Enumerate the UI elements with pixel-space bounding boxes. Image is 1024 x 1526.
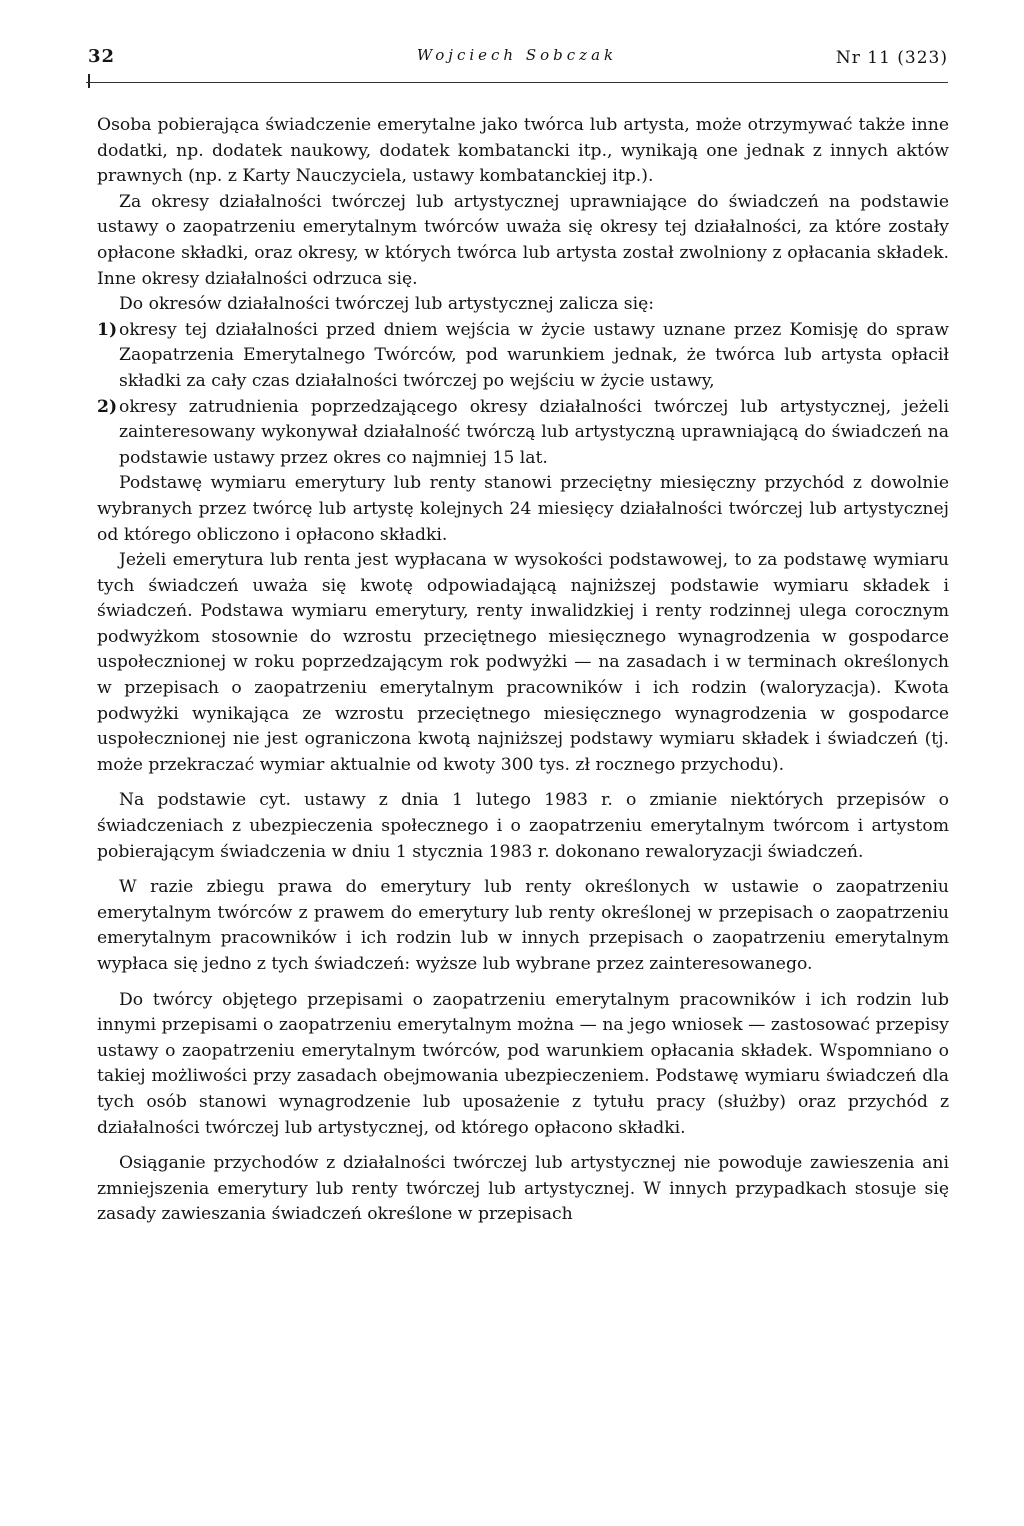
paragraph-4: Podstawę wymiaru emerytury lub renty stanowi przeciętny miesięczny przychód z dowolnie wybranych przez twórcę lub artystę kolejnych 24 miesięcy działalności twórczej lub artystycznej od którego obliczono i opłacono składki.	[97, 473, 949, 545]
list-item-number: 1)	[97, 319, 118, 340]
list-item-2	[97, 395, 949, 472]
list-item-text: okresy zatrudnienia poprzedzającego okresy działalności twórczej lub artystycznej, jeżeli zainteresowany wykonywał działalność twórczą lub artystyczną uprawniającą do świadczeń na podstawie ustawy przez okres co najmniej 15 lat.	[119, 396, 949, 468]
paragraph-7: W razie zbiegu prawa do emerytury lub renty określonych w ustawie o zaopatrzeniu emerytalnym twórców z prawem do emerytury lub renty określonej w przepisach o zaopatrzeniu emerytalnym pracowników i ich rodzin lub w innych przepisach o zaopatrzeniu emerytalnym wypłaca się jedno z tych świadczeń: wyższe lub wybrane przez zainteresowanego.	[97, 877, 949, 974]
paragraph-5: Jeżeli emerytura lub renta jest wypłacana w wysokości podstawowej, to za podstawę wymiaru tych świadczeń uważa się kwotę odpowiadającą najniższej podstawie wymiaru składek i świadczeń. Podstawa wymiaru emerytury, renty inwalidzkiej i renty rodzinnej ulega corocznym podwyżkom stosownie do wzrostu przeciętnego miesięcznego wynagrodzenia w gospodarce uspołecznionej w roku poprzedzającym rok podwyżki — na zasadach i w terminach określonych w przepisach o zaopatrzeniu emerytalnym pracowników i ich rodzin (waloryzacja). Kwota podwyżki wynikająca ze wzrostu przeciętnego miesięcznego wynagrodzenia w gospodarce uspołecznionej nie jest ograniczona kwotą najniższej podstawy wymiaru składek i świadczeń (tj. może przekraczać wymiar aktualnie od kwoty 300 tys. zł rocznego przychodu).	[97, 550, 949, 775]
issue-number: Nr 11 (323)	[835, 48, 948, 68]
list-item-text: okresy tej działalności przed dniem wejścia w życie ustawy uznane przez Komisję do spraw Zaopatrzenia Emerytalnego Twórców, pod warunkiem jednak, że twórca lub artysta opłacił składki za cały czas działalności twórczej po wejściu w życie ustawy,	[119, 319, 949, 391]
body-text	[97, 113, 949, 1228]
running-title: Wojciech Sobczak	[416, 46, 618, 64]
list-item-number: 2)	[97, 396, 118, 417]
header-rule-tick	[88, 74, 90, 88]
paragraph-3: Do okresów działalności twórczej lub artystycznej zalicza się:	[119, 294, 655, 315]
header-rule	[86, 82, 948, 83]
page-number: 32	[88, 46, 116, 67]
paragraph-9: Osiąganie przychodów z działalności twórczej lub artystycznej nie powoduje zawieszenia ani zmniejszenia emerytury lub renty twórczej lub artystycznej. W innych przypadkach stosuje się zasady zawieszania świadczeń określone w przepisach	[97, 1153, 949, 1225]
page-header	[86, 44, 948, 88]
paragraph-1: Osoba pobierająca świadczenie emerytalne jako twórca lub artysta, może otrzymywać także inne dodatki, np. dodatek naukowy, dodatek kombatancki itp., wynikają one jednak z innych aktów prawnych (np. z Karty Nauczyciela, ustawy kombatanckiej itp.).	[97, 115, 949, 187]
paragraph-2: Za okresy działalności twórczej lub artystycznej uprawniające do świadczeń na podstawie ustawy o zaopatrzeniu emerytalnym twórców uważa się okresy tej działalności, za które zostały opłacone składki, oraz okresy, w których twórca lub artysta został zwolniony z opłacania składek. Inne okresy działalności odrzuca się.	[97, 191, 949, 289]
list-item-1	[97, 318, 949, 395]
paragraph-8: Do twórcy objętego przepisami o zaopatrzeniu emerytalnym pracowników i ich rodzin lub innymi przepisami o zaopatrzeniu emerytalnym można — na jego wniosek — zastosować przepisy ustawy o zaopatrzeniu emerytalnym twórców, pod warunkiem opłacania składek. Wspomniano o takiej możliwości przy zasadach obejmowania ubezpieczeniem. Podstawę wymiaru świadczeń dla tych osób stanowi wynagrodzenie lub uposażenie z tytułu pracy (służby) oraz przychód z działalności twórczej lub artystycznej, od którego opłacono składki.	[97, 989, 949, 1138]
paragraph-6: Na podstawie cyt. ustawy z dnia 1 lutego 1983 r. o zmianie niektórych przepisów o świadczeniach z ubezpieczenia społecznego i o zaopatrzeniu emerytalnym twórcom i artystom pobierającym świadczenia w dniu 1 stycznia 1983 r. dokonano rewaloryzacji świadczeń.	[97, 790, 949, 862]
